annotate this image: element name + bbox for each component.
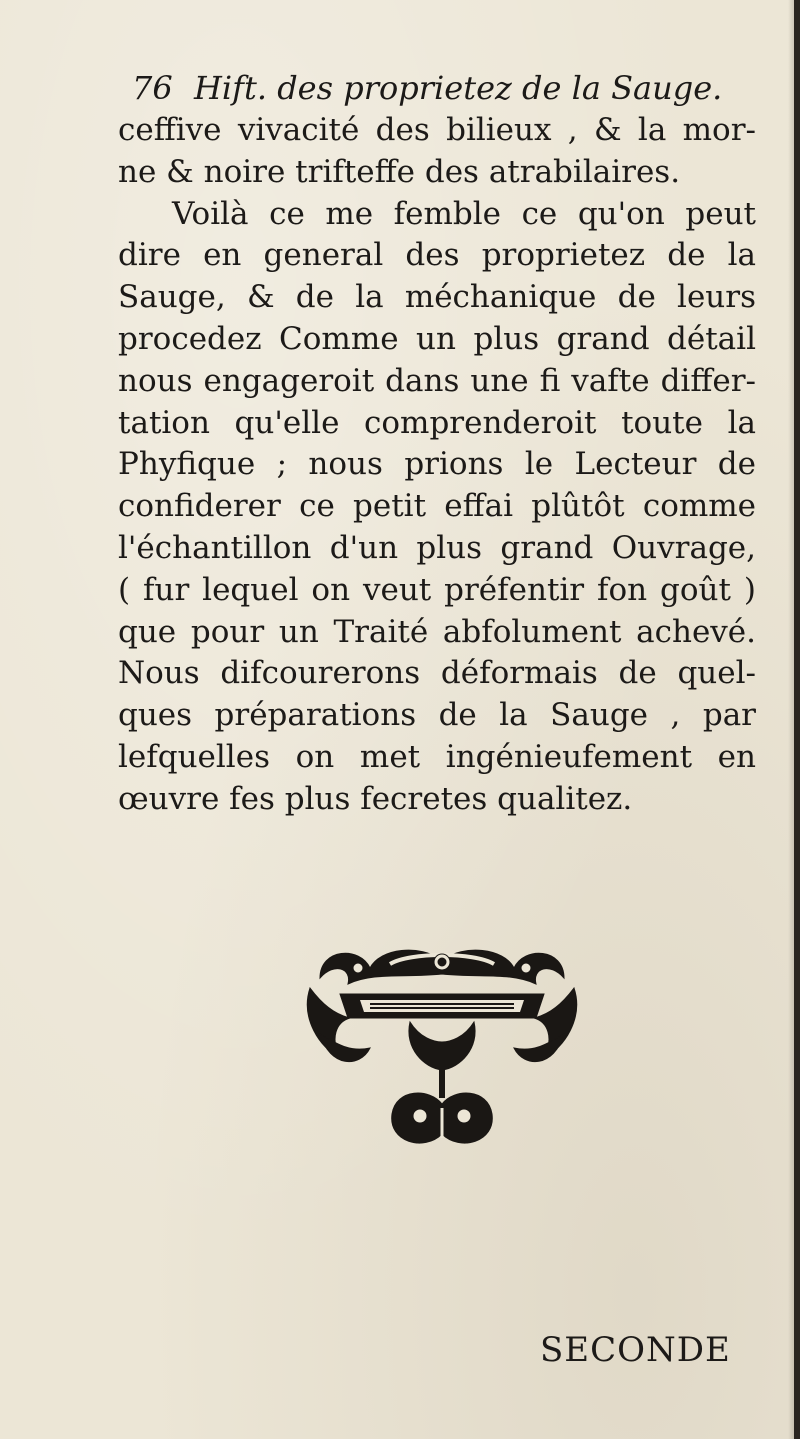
body-text [118,110,756,821]
text-line: l'échantillon d'un plus grand Ouvrage, [118,529,756,566]
paragraph-first-line: Voilà ce me femble ce qu'on peut [172,195,756,232]
text-line: œuvre fes plus fecretes qualitez. [118,780,633,817]
text-line: procedez Comme un plus grand détail [118,320,756,357]
text-line: ne & noire trifteffe des atrabilaires. [118,153,681,190]
floral-tailpiece-icon [300,938,584,1160]
text-line: ques préparations de la Sauge , par [118,697,756,734]
text-line: confiderer ce petit effai plûtôt comme [118,488,756,525]
page-edge-shadow [788,0,794,1439]
running-head-title: Hift. des proprietez de la Sauge. [194,69,723,107]
text-line: Sauge, & de la méchanique de leurs [118,279,756,316]
text-line: que pour un Traité abfolument achevé. [118,613,756,650]
text-line: Phyfique ; nous prions le Lecteur de [118,446,756,483]
text-line: ( fur lequel on veut préfentir fon goût ) [118,571,756,608]
running-head [132,68,752,108]
text-line: lefquelles on met ingénieufement en [118,738,756,775]
text-line: tation qu'elle comprenderoit toute la [118,404,756,441]
text-line: Nous difcourerons déformais de quel- [118,655,756,692]
text-line: dire en general des proprietez de la [118,237,756,274]
text-line: nous engageroit dans une fi vafte differ- [118,362,756,399]
catchword: SECONDE [540,1330,731,1370]
text-line: ceffive vivacité des bilieux , & la mor- [118,112,756,148]
page-number: 76 [132,69,173,107]
